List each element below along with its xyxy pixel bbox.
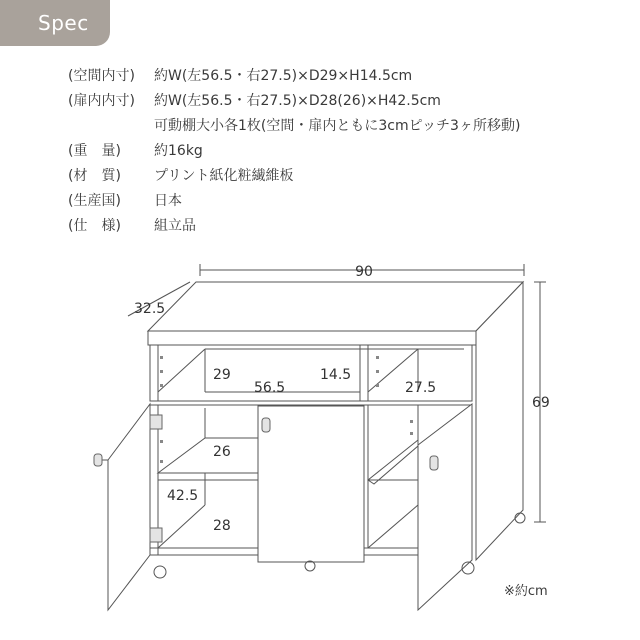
spec-value: 約W(左56.5・右27.5)×D28(26)×H42.5cm <box>154 93 441 109</box>
spec-value: 約W(左56.5・右27.5)×D29×H14.5cm <box>154 68 413 84</box>
depth-label: 32.5 <box>134 301 166 317</box>
open-depth-label: 29 <box>213 367 231 383</box>
spec-badge: Spec <box>0 0 110 46</box>
height-label: 69 <box>532 395 550 411</box>
spec-label: (仕 様) <box>68 218 121 234</box>
open-height-label: 14.5 <box>320 367 352 383</box>
right-width-label: 27.5 <box>405 380 437 396</box>
spec-value: 可動棚大小各1枚(空間・扉内ともに3cmピッチ3ヶ所移動) <box>154 118 521 134</box>
spec-label: (生産国) <box>68 193 121 209</box>
width-label: 90 <box>355 264 373 280</box>
door-depth-upper-label: 26 <box>213 444 231 460</box>
spec-label: (重 量) <box>68 143 121 159</box>
door-depth-lower-label: 28 <box>213 518 231 534</box>
spec-value: 日本 <box>154 193 182 209</box>
spec-value: プリント紙化粧繊維板 <box>154 168 294 184</box>
left-width-label: 56.5 <box>254 380 286 396</box>
spec-label: (材 質) <box>68 168 121 184</box>
unit-note: ※約cm <box>504 584 548 599</box>
spec-value: 約16kg <box>154 143 203 159</box>
spec-label: (扉内内寸) <box>68 93 135 109</box>
spec-value: 組立品 <box>154 218 196 234</box>
spec-label: (空間内寸) <box>68 68 135 84</box>
door-height-label: 42.5 <box>167 488 199 504</box>
